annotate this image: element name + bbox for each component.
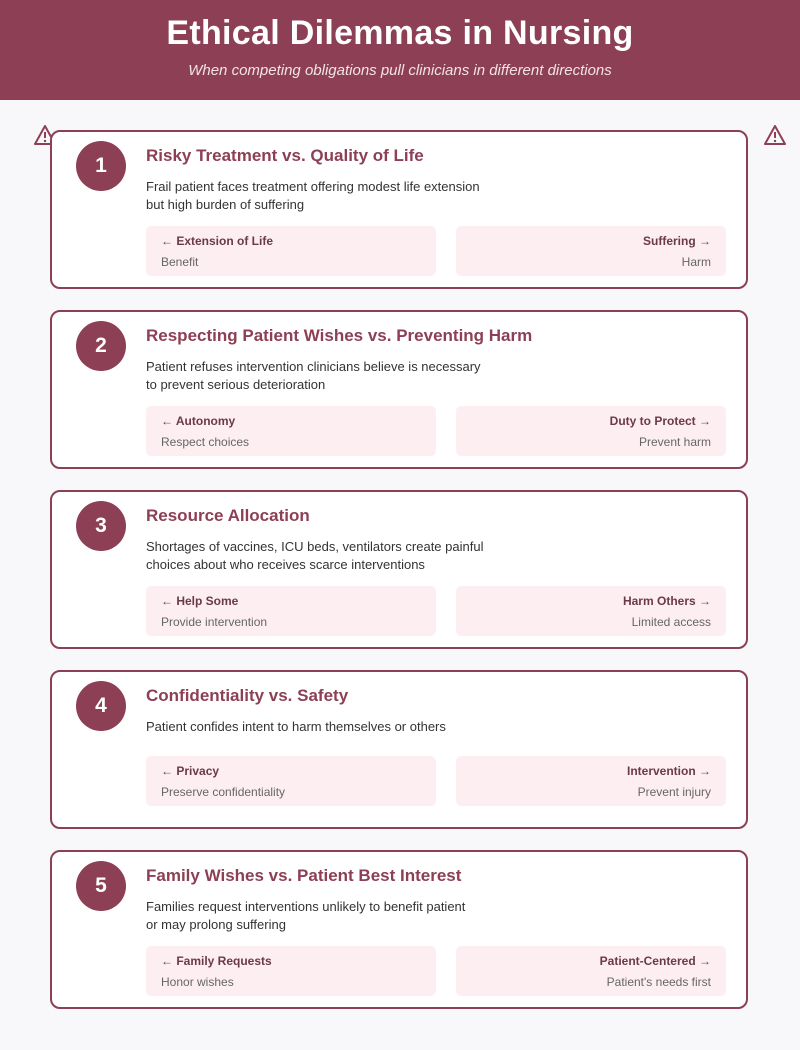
right-option-sub: Prevent harm: [638, 435, 711, 449]
right-option-box: [456, 946, 726, 996]
right-option-sub: Limited access: [631, 615, 711, 629]
left-option-box: [146, 406, 436, 456]
description-line: choices about who receives scarce interventions: [146, 557, 425, 572]
left-option-label: ← Autonomy: [161, 414, 236, 428]
right-option-label: Patient-Centered →: [599, 954, 711, 968]
left-option-sub: Provide intervention: [161, 615, 268, 629]
description-line: Frail patient faces treatment offering modest life extension: [146, 179, 480, 194]
left-option-sub: Preserve confidentiality: [161, 785, 286, 799]
description-line: Families request interventions unlikely to benefit patient: [146, 899, 466, 914]
description-line: Patient confides intent to harm themselves or others: [146, 719, 446, 734]
right-option-sub: Prevent injury: [637, 785, 711, 799]
dilemma-title: Confidentiality vs. Safety: [146, 686, 349, 705]
left-option-label: ← Help Some: [161, 594, 239, 608]
dilemma-number-badge: 4: [76, 681, 126, 731]
page-title: Ethical Dilemmas in Nursing: [166, 14, 634, 52]
left-option-label: ← Family Requests: [161, 954, 272, 968]
dilemma-card: [50, 310, 748, 469]
warning-triangle-icon: [764, 124, 786, 146]
left-option-label: ← Privacy: [161, 764, 220, 778]
dilemma-description: [146, 718, 506, 736]
left-option-sub: Respect choices: [161, 435, 250, 449]
dilemma-number-badge: 2: [76, 321, 126, 371]
description-line: Patient refuses intervention clinicians believe is necessary: [146, 359, 481, 374]
left-option-box: [146, 756, 436, 806]
description-line: but high burden of suffering: [146, 197, 305, 212]
right-option-sub: Patient's needs first: [606, 975, 711, 989]
dilemma-description: [146, 898, 506, 934]
dilemma-number-badge: 1: [76, 141, 126, 191]
header-banner: [0, 0, 800, 100]
dilemma-description: [146, 358, 506, 394]
dilemma-description: [146, 538, 506, 574]
dilemma-card: [50, 850, 748, 1009]
right-option-box: [456, 406, 726, 456]
right-option-box: [456, 586, 726, 636]
right-option-label: Harm Others →: [622, 594, 711, 608]
right-option-label: Duty to Protect →: [609, 414, 711, 428]
right-option-box: [456, 756, 726, 806]
dilemma-title: Risky Treatment vs. Quality of Life: [146, 146, 424, 165]
right-option-label: Intervention →: [626, 764, 711, 778]
left-option-box: [146, 226, 436, 276]
dilemma-number-badge: 5: [76, 861, 126, 911]
dilemma-card: [50, 130, 748, 289]
left-option-label: ← Extension of Life: [161, 234, 274, 248]
left-option-sub: Benefit: [161, 255, 199, 269]
description-line: Shortages of vaccines, ICU beds, ventilators create painful: [146, 539, 484, 554]
description-line: to prevent serious deterioration: [146, 377, 326, 392]
dilemma-card: [50, 670, 748, 829]
dilemma-title: Family Wishes vs. Patient Best Interest: [146, 866, 462, 885]
right-option-box: [456, 226, 726, 276]
left-option-box: [146, 586, 436, 636]
dilemma-title: Respecting Patient Wishes vs. Preventing Harm: [146, 326, 533, 345]
dilemma-title: Resource Allocation: [146, 506, 310, 525]
dilemma-number-badge: 3: [76, 501, 126, 551]
dilemma-description: [146, 178, 506, 214]
page-subtitle: When competing obligations pull clinicians in different directions: [188, 62, 612, 79]
left-option-sub: Honor wishes: [161, 975, 234, 989]
description-line: or may prolong suffering: [146, 917, 286, 932]
right-option-label: Suffering →: [643, 234, 711, 248]
dilemma-card: [50, 490, 748, 649]
left-option-box: [146, 946, 436, 996]
right-option-sub: Harm: [681, 255, 711, 269]
